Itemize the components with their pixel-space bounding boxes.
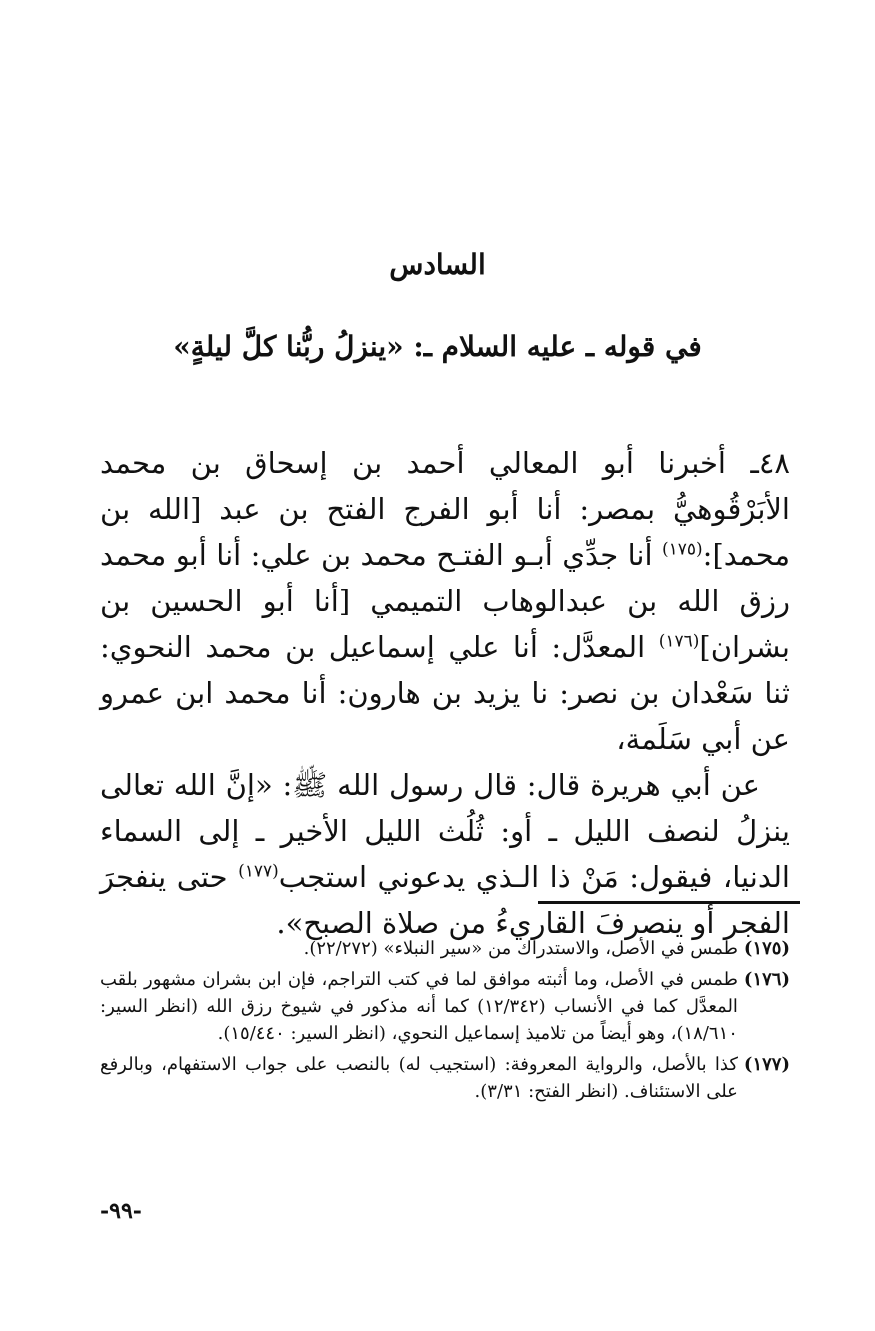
footnote-marker-175: (١٧٥) xyxy=(661,539,703,560)
footnote-marker-176: (١٧٦) xyxy=(658,631,700,652)
footnote-175 xyxy=(100,935,790,962)
footnote-177 xyxy=(100,1051,790,1105)
section-title: السادس xyxy=(389,248,486,281)
hadith-text-segment: حتى ينفجرَ الفجر أو ينصرفَ القاريءُ من صلاة الصبح». xyxy=(100,860,790,940)
hadith-text xyxy=(100,440,790,946)
footnote-text: طمس في الأصل، وما أثبته موافق لما في كتب التراجم، فإن ابن بشران مشهور بلقب المعدَّل كما في الأنساب (١٢/٣٤٢) كما أنه مذكور في شيوخ رزق الله (انظر السير: ١٨/٦١٠)، وهو أيضاً من تلاميذ إسماعيل النحوي، (انظر السير: ١٥/٤٤٠). xyxy=(100,969,738,1044)
footnote-separator xyxy=(538,901,800,904)
footnote-176 xyxy=(100,966,790,1047)
footnote-number: (١٧٦) xyxy=(743,969,790,990)
hadith-text-segment: المعدَّل: أنا علي إسماعيل بن محمد النحوي: ثنا سَعْدان بن نصر: نا يزيد بن هارون: أنا محمد ابن عمرو عن أبي سَلَمة، xyxy=(100,630,790,756)
footnote-number: (١٧٥) xyxy=(743,938,790,959)
footnote-number: (١٧٧) xyxy=(743,1054,790,1075)
hadith-paragraph-2 xyxy=(100,762,790,946)
hadith-text-segment: أنا جدِّي أبـو الفتـح محمد بن علي: أنا أبو محمد رزق الله بن عبدالوهاب التميمي [أنا أبو الحسين بن بشران] xyxy=(100,538,790,664)
hadith-paragraph-1 xyxy=(100,440,790,762)
chapter-title: في قوله ـ عليه السلام ـ: «ينزلُ ربُّنا كلَّ ليلةٍ» xyxy=(173,330,702,363)
page-number: -٩٩- xyxy=(100,1198,142,1224)
footnote-text: طمس في الأصل، والاستدراك من «سير النبلاء» (٢٢/٢٧٢). xyxy=(303,938,738,959)
footnote-text: كذا بالأصل، والرواية المعروفة: (استجيب له) بالنصب على جواب الاستفهام، وبالرفع على الاستئناف. (انظر الفتح: ٣/٣١). xyxy=(100,1054,738,1102)
footnotes xyxy=(100,935,790,1109)
footnote-marker-177: (١٧٧) xyxy=(238,861,279,882)
hadith-text-segment: عن أبي هريرة قال: قال رسول الله ﷺ: «إنَّ الله تعالى ينزلُ لنصف الليل ـ أو: ثُلُث الليل الأخير ـ إلى السماء الدنيا، فيقول: مَنْ ذا الـذي يدعوني استجب xyxy=(100,768,790,894)
hadith-text-segment: ٤٨ـ أخبرنا أبو المعالي أحمد بن إسحاق بن محمد الأبَرْقُوهيُّ بمصر: أنا أبو الفرج الفتح بن عبد [الله بن محمد]: xyxy=(100,446,790,572)
